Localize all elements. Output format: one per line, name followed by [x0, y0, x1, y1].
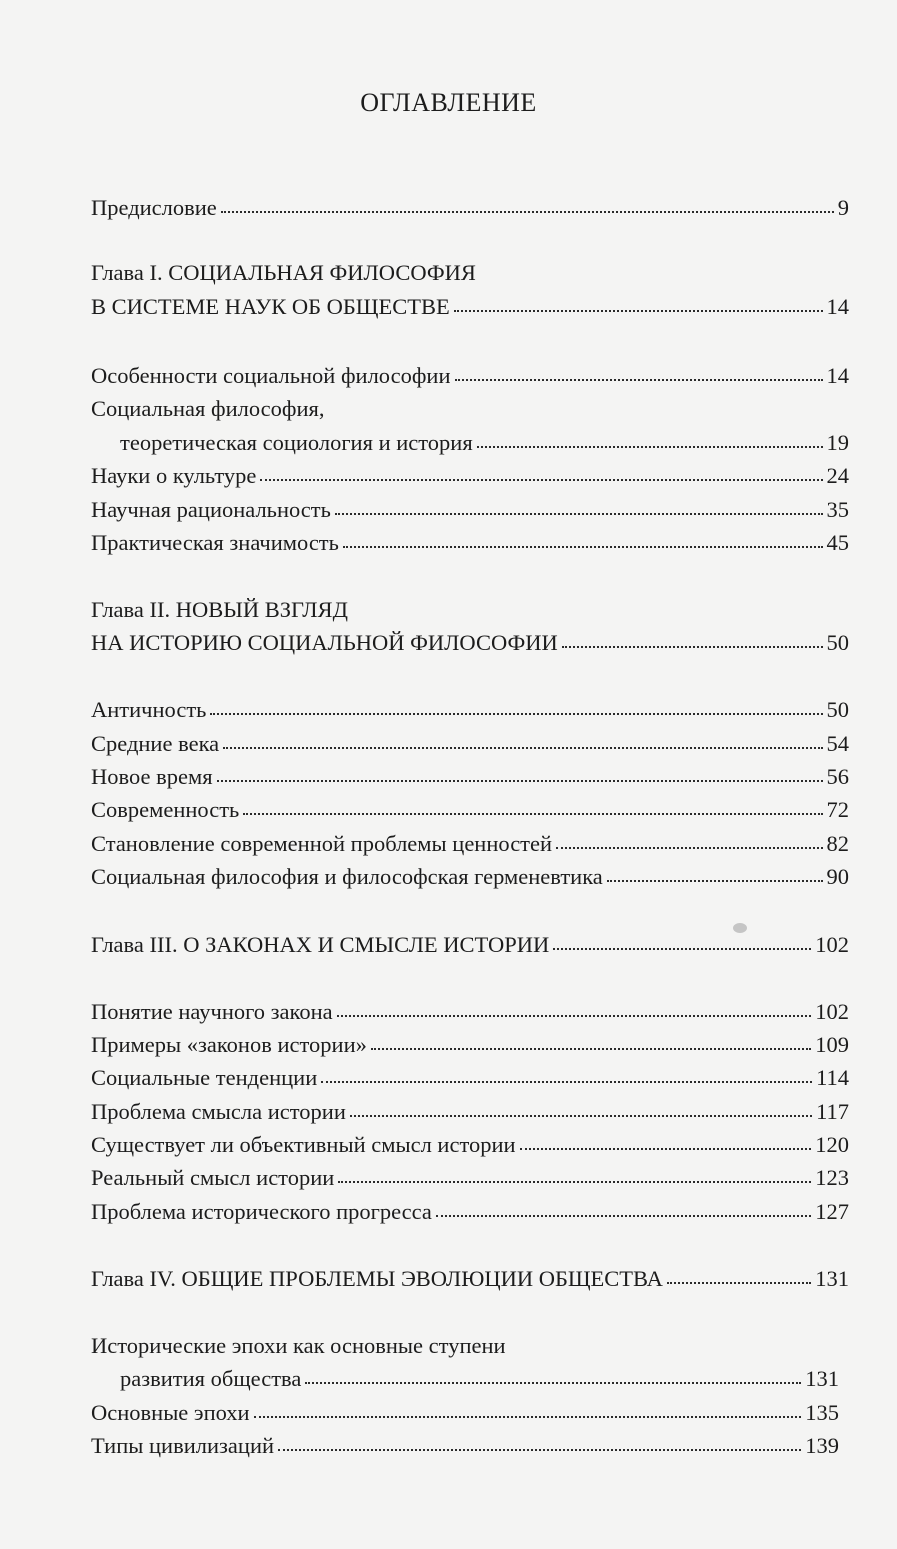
leader-dots	[217, 779, 823, 782]
toc-entry[interactable]	[91, 461, 849, 491]
toc-entry-label: Глава III. О ЗАКОНАХ И СМЫСЛЕ ИСТОРИИ	[91, 932, 550, 957]
leader-dots	[278, 1448, 801, 1451]
ink-smudge	[733, 923, 747, 933]
toc-entry[interactable]	[91, 1398, 839, 1428]
toc-entry-label: Античность	[91, 697, 207, 722]
toc-entry-line: Исторические эпохи как основные ступени	[91, 1333, 506, 1358]
toc-entry[interactable]	[91, 862, 849, 892]
leader-dots	[223, 746, 822, 749]
toc-entry-page: 50	[826, 630, 849, 655]
toc-entry-page: 9	[837, 195, 849, 220]
chapter-heading-line: Глава I. СОЦИАЛЬНАЯ ФИЛОСОФИЯ	[91, 260, 476, 285]
toc-entry-label: НА ИСТОРИЮ СОЦИАЛЬНОЙ ФИЛОСОФИИ	[91, 630, 558, 655]
toc-entry-label: Предисловие	[91, 195, 217, 220]
toc-entry-page: 14	[826, 363, 849, 388]
toc-entry[interactable]	[91, 495, 849, 525]
toc-entry-chapter[interactable]	[91, 1264, 849, 1294]
toc-entry-page: 123	[815, 1165, 849, 1190]
toc-entry-label: Глава IV. ОБЩИЕ ПРОБЛЕМЫ ЭВОЛЮЦИИ ОБЩЕСТВА	[91, 1266, 663, 1291]
toc-entry[interactable]	[91, 1431, 839, 1461]
toc-entry-chapter[interactable]	[91, 628, 849, 658]
toc-entry[interactable]	[91, 762, 849, 792]
toc-entry[interactable]	[91, 695, 849, 725]
toc-entry-page: 135	[805, 1400, 839, 1425]
toc-entry[interactable]	[91, 1197, 849, 1227]
toc-entry-page: 72	[826, 797, 849, 822]
leader-dots	[343, 545, 823, 548]
toc-entry-chapter[interactable]	[91, 930, 849, 960]
toc-entry[interactable]	[91, 528, 849, 558]
toc-entry-label: развития общества	[120, 1366, 302, 1391]
toc-entry-label: Реальный смысл истории	[91, 1165, 335, 1190]
chapter-heading-line: Глава II. НОВЫЙ ВЗГЛЯД	[91, 597, 348, 622]
leader-dots	[607, 879, 823, 882]
leader-dots	[221, 210, 834, 213]
toc-entry-page: 50	[826, 697, 849, 722]
toc-entry-page: 54	[826, 731, 849, 756]
toc-entry-page: 14	[826, 294, 849, 319]
leader-dots	[520, 1147, 812, 1150]
toc-entry[interactable]	[91, 1097, 849, 1127]
toc-entry[interactable]	[91, 1130, 849, 1160]
toc-entry-label: Становление современной проблемы ценностей	[91, 831, 553, 856]
toc-entry[interactable]	[91, 829, 849, 859]
toc-entry-page: 139	[805, 1433, 839, 1458]
toc-entry[interactable]	[91, 795, 849, 825]
toc-entry[interactable]	[91, 729, 849, 759]
leader-dots	[350, 1114, 812, 1117]
toc-entry-label: Социальная философия и философская герменевтика	[91, 864, 603, 889]
toc-entry-label: Науки о культуре	[91, 463, 257, 488]
toc-entry-label: теоретическая социология и история	[120, 430, 473, 455]
toc-entry-label: Проблема исторического прогресса	[91, 1199, 432, 1224]
toc-entry-label: Понятие научного закона	[91, 999, 333, 1024]
toc-entry-chapter[interactable]	[91, 292, 849, 322]
toc-entry-page: 82	[826, 831, 849, 856]
leader-dots	[321, 1080, 812, 1083]
toc-entry-line: Социальная философия,	[91, 396, 325, 421]
page-title: ОГЛАВЛЕНИЕ	[360, 88, 537, 117]
toc-entry-label: В СИСТЕМЕ НАУК ОБ ОБЩЕСТВЕ	[91, 294, 450, 319]
leader-dots	[477, 445, 823, 448]
toc-entry-page: 24	[826, 463, 849, 488]
leader-dots	[338, 1180, 811, 1183]
toc-entry-label: Типы цивилизаций	[91, 1433, 275, 1458]
toc-entry-page: 131	[815, 1266, 849, 1291]
leader-dots	[455, 378, 823, 381]
toc-entry-label: Новое время	[91, 764, 213, 789]
toc-entry-page: 127	[815, 1199, 849, 1224]
toc-entry-page: 90	[826, 864, 849, 889]
toc-entry-page: 56	[826, 764, 849, 789]
toc-entry-label: Социальные тенденции	[91, 1065, 318, 1090]
leader-dots	[305, 1381, 801, 1384]
toc-entry-label: Средние века	[91, 731, 220, 756]
toc-entry-label: Примеры «законов истории»	[91, 1032, 367, 1057]
toc-entry-page: 45	[826, 530, 849, 555]
leader-dots	[335, 512, 823, 515]
toc-entry-page: 102	[815, 932, 849, 957]
leader-dots	[667, 1281, 811, 1284]
toc-entry[interactable]	[91, 1163, 849, 1193]
toc-entry-label: Современность	[91, 797, 240, 822]
toc-entry-page: 131	[805, 1366, 839, 1391]
toc-entry-page: 120	[815, 1132, 849, 1157]
toc-entry-label: Научная рациональность	[91, 497, 331, 522]
leader-dots	[556, 846, 822, 849]
leader-dots	[371, 1047, 811, 1050]
toc-entry-label: Особенности социальной философии	[91, 363, 451, 388]
toc-entry-label: Практическая значимость	[91, 530, 339, 555]
toc-entry-page: 19	[826, 430, 849, 455]
toc-entry-page: 117	[816, 1099, 849, 1124]
leader-dots	[454, 309, 823, 312]
toc-entry-page: 114	[816, 1065, 849, 1090]
toc-entry-page: 35	[826, 497, 849, 522]
toc-entry-label: Проблема смысла истории	[91, 1099, 346, 1124]
toc-entry-page: 109	[815, 1032, 849, 1057]
leader-dots	[260, 478, 822, 481]
leader-dots	[562, 645, 823, 648]
toc-entry[interactable]	[120, 1364, 839, 1394]
leader-dots	[436, 1214, 811, 1217]
leader-dots	[243, 812, 822, 815]
toc-entry[interactable]	[120, 428, 849, 458]
toc-entry-label: Существует ли объективный смысл истории	[91, 1132, 516, 1157]
toc-entry-page: 102	[815, 999, 849, 1024]
leader-dots	[337, 1014, 812, 1017]
toc-entry-label: Основные эпохи	[91, 1400, 250, 1425]
leader-dots	[210, 712, 822, 715]
leader-dots	[553, 947, 811, 950]
toc-entry[interactable]	[91, 997, 849, 1027]
toc-entry[interactable]	[91, 1063, 849, 1093]
toc-entry[interactable]	[91, 1030, 849, 1060]
leader-dots	[254, 1415, 802, 1418]
toc-entry[interactable]	[91, 193, 849, 223]
toc-entry[interactable]	[91, 361, 849, 391]
